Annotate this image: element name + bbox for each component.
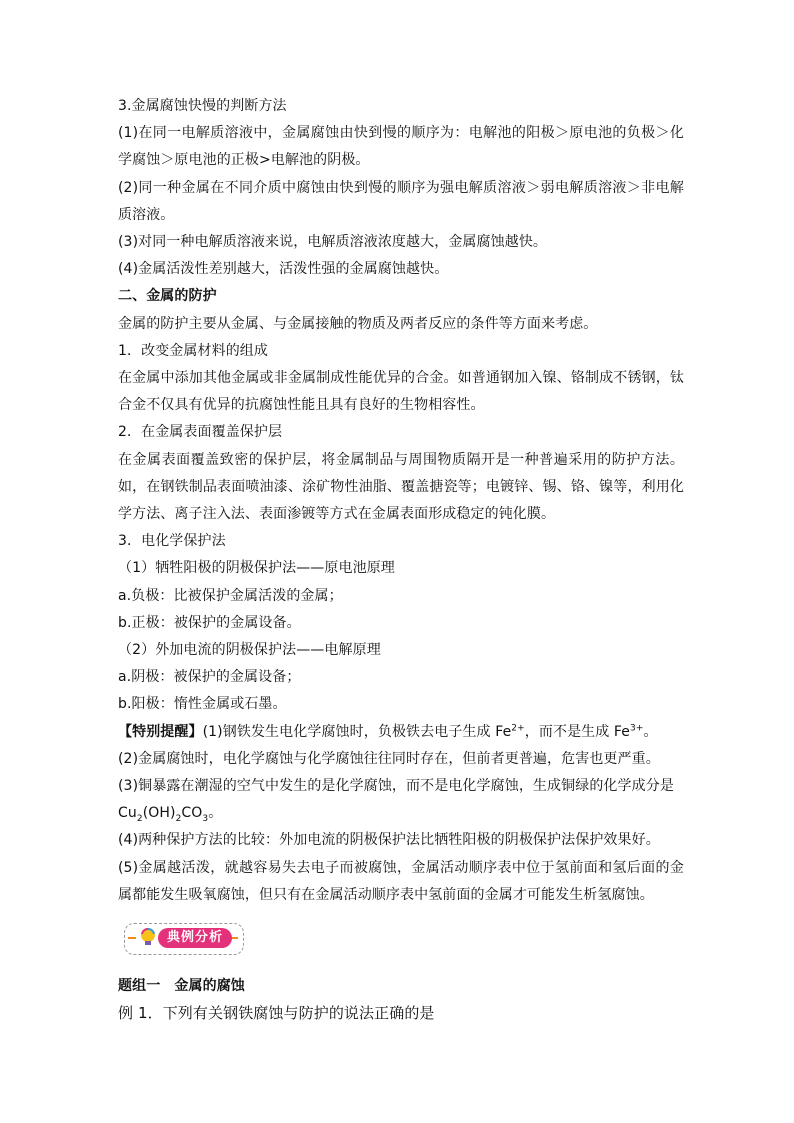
subscript: 2 bbox=[136, 814, 143, 825]
list-item: （2）外加电流的阴极保护法——电解原理 bbox=[118, 642, 381, 659]
tip-paragraph bbox=[118, 719, 684, 746]
tip-text: (3)铜暴露在潮湿的空气中发生的是化学腐蚀，而不是电化学腐蚀，生成铜绿的化学成分是 bbox=[118, 778, 674, 795]
paragraph: 在金属中添加其他金属或非金属制成性能优异的合金。如普通钢加入镍、铬制成不锈钢，钛合金不仅具有优异的抗腐蚀性能且具有良好的生物相容性。 bbox=[118, 370, 684, 414]
tip-text: 。 bbox=[643, 723, 658, 740]
tip-text: (1)钢铁发生电化学腐蚀时，负极铁去电子生成 Fe bbox=[202, 723, 512, 740]
group-title: 题组一 金属的腐蚀 bbox=[118, 978, 245, 995]
paragraph: (4)两种保护方法的比较：外加电流的阴极保护法比牺牲阳极的阴极保护法保护效果好。 bbox=[118, 832, 660, 849]
formula: (OH) bbox=[142, 805, 176, 822]
badge-label: 典例分析 bbox=[158, 928, 232, 948]
badge-dash bbox=[128, 937, 136, 939]
example-analysis-badge bbox=[120, 917, 246, 957]
paragraph: (5)金属越活泼，就越容易失去电子而被腐蚀，金属活动顺序表中位于氢前面和氢后面的金属都能发生吸氧腐蚀，但只有在金属活动顺序表中氢前面的金属才可能发生析氢腐蚀。 bbox=[118, 859, 684, 903]
subsection-title: 3．电化学保护法 bbox=[118, 533, 226, 550]
list-item: （1）牺牲阳极的阴极保护法——原电池原理 bbox=[118, 560, 395, 577]
paragraph: (4)金属活泼性差别越大，活泼性强的金属腐蚀越快。 bbox=[118, 261, 449, 278]
section-heading: 二、金属的防护 bbox=[118, 288, 217, 305]
example-question: 例 1．下列有关钢铁腐蚀与防护的说法正确的是 bbox=[118, 1004, 435, 1023]
tip-text: 。 bbox=[208, 805, 223, 822]
superscript: 2+ bbox=[511, 723, 525, 734]
lightbulb-icon bbox=[138, 926, 158, 948]
subscript: 2 bbox=[175, 814, 182, 825]
paragraph: 在金属表面覆盖致密的保护层，将金属制品与周围物质隔开是一种普遍采用的防护方法。如，在钢铁制品表面喷油漆、涂矿物性油脂、覆盖搪瓷等；电镀锌、锡、铬、镍等，利用化学方法、离子注入法、表面渗镀等方式在金属表面形成稳定的钝化膜。 bbox=[118, 451, 684, 523]
subsection-title: 1．改变金属材料的组成 bbox=[118, 342, 269, 359]
paragraph: 金属的防护主要从金属、与金属接触的物质及两者反应的条件等方面来考虑。 bbox=[118, 315, 598, 332]
formula: Cu bbox=[118, 805, 137, 822]
superscript: 3+ bbox=[630, 723, 644, 734]
example-badge-row bbox=[120, 915, 684, 967]
paragraph bbox=[118, 773, 684, 827]
paragraph: (1)在同一电解质溶液中，金属腐蚀由快到慢的顺序为：电解池的阳极＞原电池的负极＞化学腐蚀＞原电池的正极>电解池的阴极。 bbox=[118, 125, 684, 169]
list-item: a.负极：比被保护金属活泼的金属； bbox=[118, 587, 343, 604]
subscript: 3 bbox=[202, 814, 209, 825]
document-body bbox=[118, 93, 684, 1028]
badge-dash bbox=[232, 937, 238, 939]
paragraph: (3)对同一种电解质溶液来说，电解质溶液浓度越大，金属腐蚀越快。 bbox=[118, 234, 548, 251]
list-item: b.正极：被保护的金属设备。 bbox=[118, 614, 301, 631]
section-title: 3.金属腐蚀快慢的判断方法 bbox=[118, 98, 287, 114]
tip-text: ，而不是生成 Fe bbox=[524, 723, 631, 740]
formula: CO bbox=[181, 805, 203, 822]
paragraph: (2)同一种金属在不同介质中腐蚀由快到慢的顺序为强电解质溶液＞弱电解质溶液＞非电解质溶液。 bbox=[118, 179, 684, 223]
list-item: a.阴极：被保护的金属设备； bbox=[118, 669, 301, 686]
subsection-title: 2．在金属表面覆盖保护层 bbox=[118, 424, 283, 441]
tip-label: 【特别提醒】 bbox=[118, 723, 203, 740]
list-item: b.阳极：惰性金属或石墨。 bbox=[118, 696, 287, 713]
paragraph: (2)金属腐蚀时，电化学腐蚀与化学腐蚀往往同时存在，但前者更普遍，危害也更严重。 bbox=[118, 750, 660, 767]
